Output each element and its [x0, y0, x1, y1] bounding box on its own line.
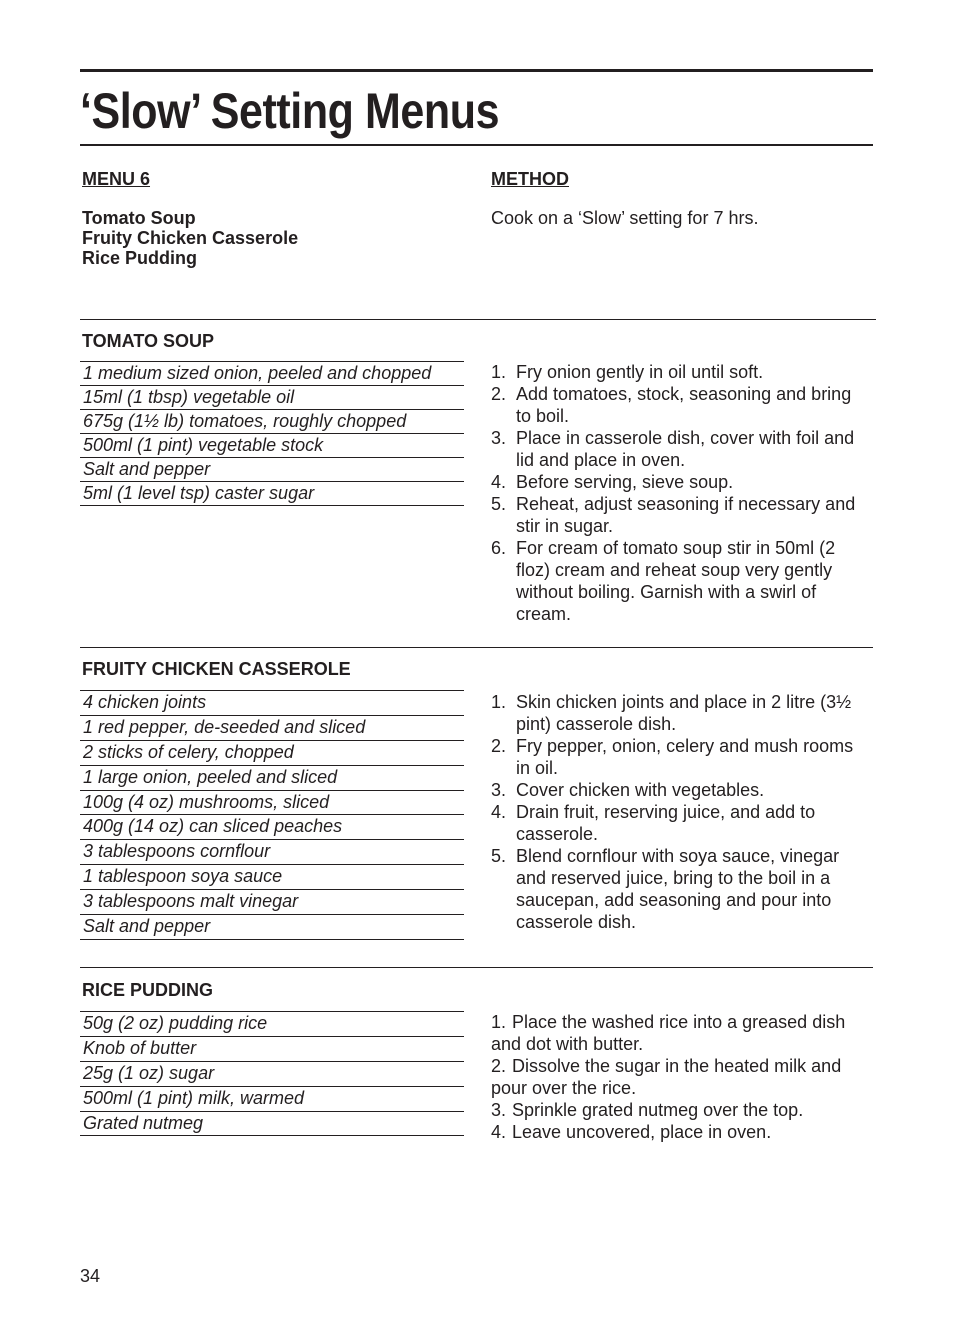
method-step: 6. For cream of tomato soup stir in 50ml (2 floz) cream and reheat soup very gently without boiling. Garnish with a swirl of cream.	[491, 538, 836, 624]
ingredient-item: 500ml (1 pint) milk, warmed	[80, 1087, 464, 1112]
method-steps-tomato-soup	[491, 361, 871, 625]
method-step: 4. Before serving, sieve soup.	[491, 472, 734, 492]
method-step: 4. Drain fruit, reserving juice, and add to casserole.	[491, 802, 816, 844]
top-rule	[80, 69, 873, 72]
ingredient-item: 500ml (1 pint) vegetable stock	[80, 434, 464, 458]
method-step: 4. Leave uncovered, place in oven.	[491, 1122, 772, 1142]
section-divider	[80, 647, 873, 648]
ingredient-item: 4 chicken joints	[80, 691, 464, 716]
ingredient-item: 1 large onion, peeled and sliced	[80, 766, 464, 791]
method-step: 2. Dissolve the sugar in the heated milk and pour over the rice.	[491, 1056, 842, 1098]
ingredient-item: 400g (14 oz) can sliced peaches	[80, 815, 464, 840]
ingredient-item: 25g (1 oz) sugar	[80, 1062, 464, 1087]
method-step: 3. Sprinkle grated nutmeg over the top.	[491, 1100, 804, 1120]
method-text: Cook on a ‘Slow’ setting for 7 hrs.	[491, 208, 759, 228]
method-step: 2. Fry pepper, onion, celery and mush rooms in oil.	[491, 736, 854, 778]
menu-dish: Rice Pudding	[82, 248, 198, 268]
menu-label: MENU 6	[82, 169, 151, 189]
ingredient-item: 675g (1½ lb) tomatoes, roughly chopped	[80, 410, 464, 434]
method-step: 1. Fry onion gently in oil until soft.	[491, 362, 764, 382]
ingredient-item: Salt and pepper	[80, 915, 464, 940]
menu-dish-list	[82, 208, 298, 268]
ingredient-item: 3 tablespoons cornflour	[80, 840, 464, 865]
ingredient-item: 1 tablespoon soya sauce	[80, 865, 464, 890]
menu-dish: Tomato Soup	[82, 208, 196, 228]
ingredient-item: 50g (2 oz) pudding rice	[80, 1012, 464, 1037]
section-title-rice-pudding: RICE PUDDING	[82, 980, 214, 1000]
method-steps-rice-pudding	[491, 1011, 851, 1143]
ingredient-item: Salt and pepper	[80, 458, 464, 482]
ingredient-item: 5ml (1 level tsp) caster sugar	[80, 482, 464, 506]
ingredient-item: 2 sticks of celery, chopped	[80, 741, 464, 766]
ingredient-item: 3 tablespoons malt vinegar	[80, 890, 464, 915]
ingredient-item: 1 red pepper, de-seeded and sliced	[80, 716, 464, 741]
page-number: 34	[80, 1266, 101, 1286]
title-rule	[80, 144, 873, 146]
ingredient-item: 100g (4 oz) mushrooms, sliced	[80, 791, 464, 816]
menu-dish: Fruity Chicken Casserole	[82, 228, 299, 248]
ingredient-list-rice-pudding	[80, 1011, 464, 1136]
ingredient-item: 1 medium sized onion, peeled and chopped	[80, 362, 464, 386]
method-label: METHOD	[491, 169, 569, 189]
section-divider	[80, 319, 876, 320]
ingredient-item: Knob of butter	[80, 1037, 464, 1062]
ingredient-list-tomato-soup	[80, 361, 464, 506]
page-title: ‘Slow’ Setting Menus	[80, 83, 500, 139]
method-step: 3. Cover chicken with vegetables.	[491, 780, 765, 800]
section-title-chicken-casserole: FRUITY CHICKEN CASSEROLE	[82, 659, 351, 679]
method-step: 1. Place the washed rice into a greased dish and dot with butter.	[491, 1012, 846, 1054]
method-step: 2. Add tomatoes, stock, seasoning and bring to boil.	[491, 384, 852, 426]
method-step: 5. Blend cornflour with soya sauce, vinegar and reserved juice, bring to the boil in a saucepan, add seasoning and pour into casserole dish.	[491, 846, 840, 932]
ingredient-list-chicken-casserole	[80, 690, 464, 940]
section-divider	[80, 967, 873, 968]
method-steps-chicken-casserole	[491, 691, 871, 933]
ingredient-item: Grated nutmeg	[80, 1112, 464, 1137]
method-step: 1. Skin chicken joints and place in 2 litre (3½ pint) casserole dish.	[491, 692, 852, 734]
section-title-tomato-soup: TOMATO SOUP	[82, 331, 215, 351]
method-step: 5. Reheat, adjust seasoning if necessary and stir in sugar.	[491, 494, 856, 536]
ingredient-item: 15ml (1 tbsp) vegetable oil	[80, 386, 464, 410]
method-step: 3. Place in casserole dish, cover with foil and lid and place in oven.	[491, 428, 855, 470]
